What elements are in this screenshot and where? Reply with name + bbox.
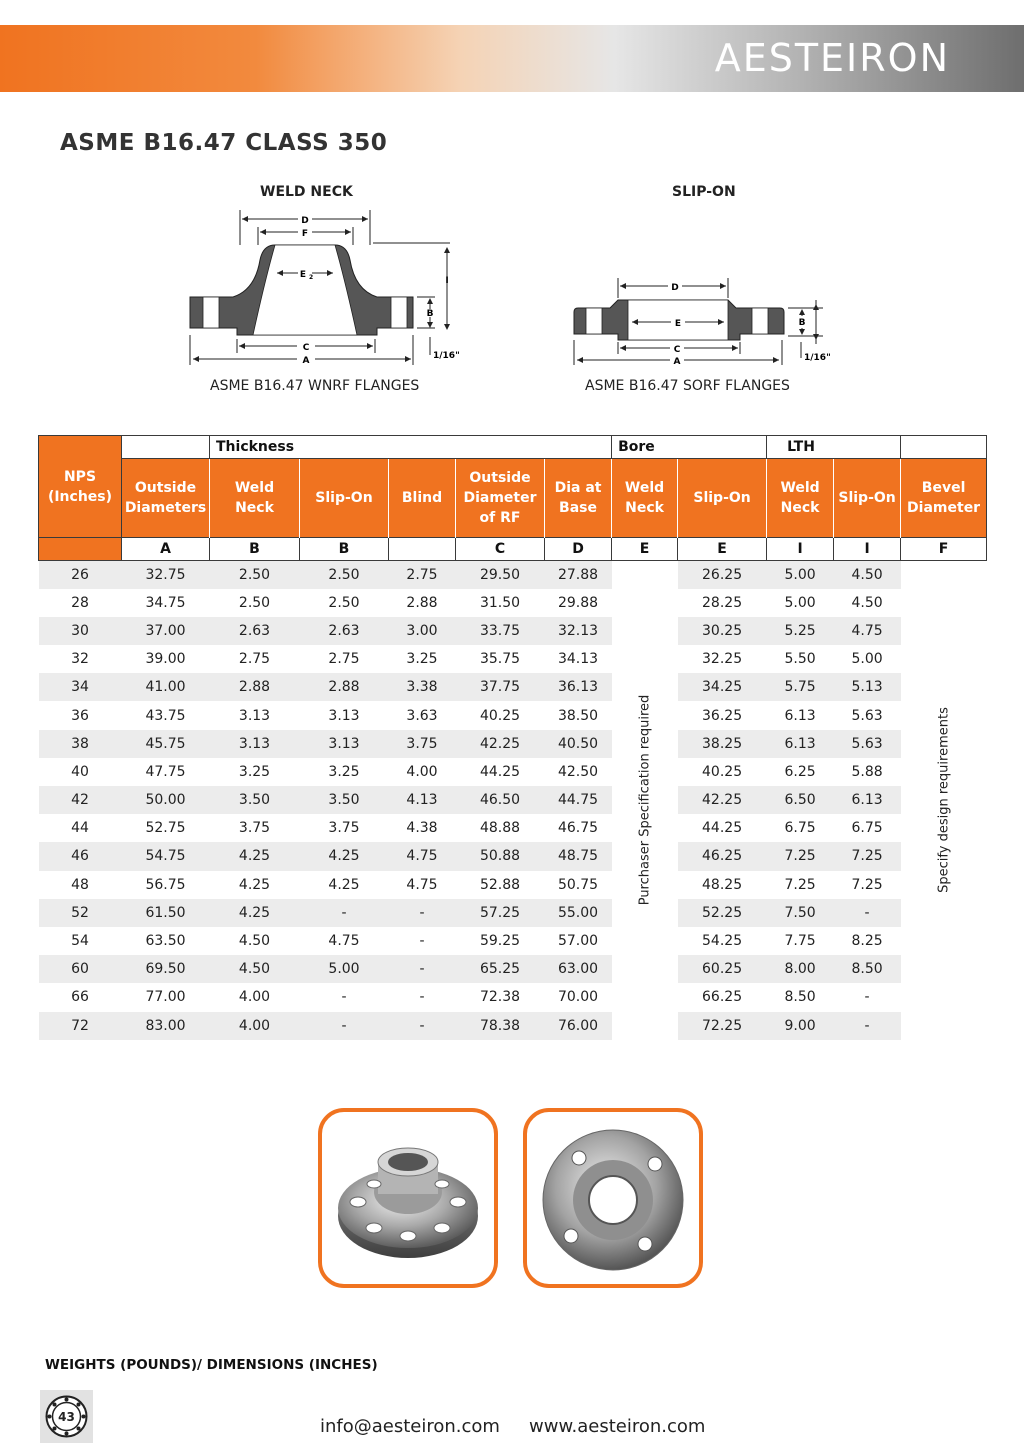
- cell-i-wn: 7.75: [784, 933, 816, 950]
- cell-i-wn: 5.25: [767, 617, 834, 645]
- col-letter: E: [612, 538, 678, 561]
- cell-c: 59.25: [479, 933, 521, 950]
- cell-b-wn: 4.25: [238, 876, 271, 893]
- table-row: [39, 617, 987, 645]
- cell-b-so: 2.50: [300, 561, 389, 589]
- weld-neck-label-i: I: [445, 276, 449, 286]
- cell-e-so: 42.25: [678, 786, 767, 814]
- col-header: Weld Neck: [612, 459, 678, 538]
- cell-i-so: 6.13: [834, 786, 901, 814]
- cell-d: 32.13: [545, 617, 612, 645]
- cell-b-so: 5.00: [300, 955, 389, 983]
- slip-on-label-a: A: [673, 357, 681, 367]
- cell-nps: 52: [39, 899, 122, 927]
- cell-i-wn: 6.13: [767, 730, 834, 758]
- cell-i-wn: 7.25: [767, 842, 834, 870]
- cell-blind: 2.75: [389, 561, 456, 589]
- col-letter: B: [300, 538, 389, 561]
- cell-e-so: 30.25: [678, 617, 767, 645]
- cell-blind: 3.75: [389, 730, 456, 758]
- cell-nps: 42: [39, 786, 122, 814]
- weld-neck-diagram: [185, 205, 465, 370]
- cell-d: 29.88: [557, 594, 599, 611]
- cell-c: 33.75: [456, 617, 545, 645]
- cell-e-so: 34.25: [678, 673, 767, 701]
- cell-i-so: -: [834, 899, 901, 927]
- nps-letter-cell: [39, 538, 122, 561]
- cell-a: 54.75: [122, 842, 210, 870]
- table-row: [39, 955, 987, 983]
- cell-c: 78.38: [456, 1012, 545, 1040]
- cell-blind: 3.25: [406, 651, 438, 668]
- cell-i-wn: 7.25: [784, 876, 816, 893]
- cell-i-wn: 5.75: [767, 673, 834, 701]
- cell-b-wn: 2.75: [238, 651, 271, 668]
- col-letter: E: [678, 538, 767, 561]
- table-row: [39, 899, 987, 927]
- cell-c: 42.25: [456, 730, 545, 758]
- cell-nps: 46: [39, 842, 122, 870]
- cell-e-so: 54.25: [702, 933, 743, 950]
- bore-group-header: Bore: [612, 436, 767, 459]
- cell-b-wn: 4.25: [210, 899, 300, 927]
- slip-on-diagram: [568, 270, 848, 370]
- cell-i-wn: 6.50: [767, 786, 834, 814]
- cell-nps: 26: [39, 561, 122, 589]
- cell-blind: 4.75: [406, 876, 438, 893]
- weld-neck-label-c: C: [302, 343, 310, 353]
- cell-nps: 28: [71, 594, 89, 611]
- col-header: Slip-On: [300, 459, 389, 538]
- col-header: Weld Neck: [767, 459, 834, 538]
- weld-neck-label-b: B: [426, 309, 434, 319]
- table-row: [39, 589, 987, 617]
- table-row: [39, 758, 987, 786]
- cell-b-wn: 3.50: [210, 786, 300, 814]
- table-row: [39, 983, 987, 1011]
- nps-header: NPS (Inches): [39, 436, 122, 538]
- slip-on-label-raised-face: 1/16": [804, 353, 831, 363]
- cell-d: 42.50: [557, 763, 599, 780]
- cell-c: 31.50: [479, 594, 521, 611]
- cell-b-so: 2.88: [300, 673, 389, 701]
- cell-d: 27.88: [545, 561, 612, 589]
- cell-i-wn: 6.25: [784, 763, 816, 780]
- weld-neck-label-e2-sub: 2: [309, 274, 314, 281]
- cell-i-so: 5.13: [834, 673, 901, 701]
- cell-d: 40.50: [545, 730, 612, 758]
- cell-c: 35.75: [479, 651, 521, 668]
- slip-on-label-b: B: [798, 318, 806, 328]
- page-number-badge: [40, 1390, 93, 1443]
- cell-i-so: 8.25: [851, 933, 883, 950]
- cell-c: 65.25: [456, 955, 545, 983]
- cell-a: 50.00: [122, 786, 210, 814]
- cell-i-so: -: [834, 1012, 901, 1040]
- cell-c: 48.88: [479, 820, 521, 837]
- table-row: [39, 842, 987, 870]
- cell-a: 52.75: [145, 820, 186, 837]
- cell-b-so: 4.25: [300, 842, 389, 870]
- cell-b-wn: 3.25: [238, 763, 271, 780]
- cell-i-so: 5.63: [851, 707, 883, 724]
- slip-on-flange-photo: [523, 1108, 703, 1288]
- dimensions-table: [38, 435, 987, 1040]
- cell-i-so: 6.75: [851, 820, 883, 837]
- cell-b-so: 4.75: [328, 933, 360, 950]
- cell-a: 69.50: [122, 955, 210, 983]
- cell-c: 44.25: [479, 763, 521, 780]
- cell-i-wn: 5.50: [784, 651, 816, 668]
- bevel-note-cell: [901, 561, 987, 1040]
- cell-b-wn: 4.00: [238, 989, 271, 1006]
- cell-i-wn: 8.50: [784, 989, 816, 1006]
- cell-c: 46.50: [456, 786, 545, 814]
- slip-on-caption: ASME B16.47 SORF FLANGES: [585, 378, 790, 394]
- cell-b-so: 4.25: [328, 876, 360, 893]
- cell-nps: 30: [39, 617, 122, 645]
- cell-blind: 4.00: [406, 763, 438, 780]
- cell-d: 57.00: [557, 933, 599, 950]
- table-row: [39, 1012, 987, 1040]
- weld-neck-label-raised-face: 1/16": [433, 351, 460, 361]
- page-number: 43: [58, 1410, 75, 1424]
- cell-b-so: 3.25: [328, 763, 360, 780]
- cell-c: 72.38: [479, 989, 521, 1006]
- slip-on-label-c: C: [673, 345, 681, 355]
- slip-on-label-e: E: [674, 319, 682, 329]
- cell-b-so: 2.75: [328, 651, 360, 668]
- cell-e-so: 44.25: [702, 820, 743, 837]
- slip-on-label-d: D: [671, 283, 679, 293]
- cell-blind: -: [419, 933, 425, 950]
- cell-b-wn: 2.50: [238, 594, 271, 611]
- cell-i-wn: 9.00: [767, 1012, 834, 1040]
- cell-b-so: 3.13: [300, 730, 389, 758]
- cell-c: 29.50: [456, 561, 545, 589]
- cell-blind: 4.13: [389, 786, 456, 814]
- cell-i-so: 5.88: [851, 763, 883, 780]
- col-letter: I: [767, 538, 834, 561]
- col-header: Blind: [389, 459, 456, 538]
- cell-e-so: 48.25: [702, 876, 743, 893]
- cell-nps: 36: [71, 707, 89, 724]
- cell-d: 44.75: [545, 786, 612, 814]
- weld-neck-title: WELD NECK: [260, 184, 353, 200]
- cell-e-so: 52.25: [678, 899, 767, 927]
- cell-e-so: 60.25: [678, 955, 767, 983]
- cell-i-wn: 6.13: [784, 707, 816, 724]
- weld-neck-label-f: F: [301, 229, 309, 239]
- cell-b-wn: 2.50: [210, 561, 300, 589]
- bore-weld-neck-note: Purchaser Specification required: [637, 695, 653, 906]
- cell-b-so: 3.13: [328, 707, 360, 724]
- cell-b-wn: 2.88: [210, 673, 300, 701]
- cell-b-so: -: [300, 1012, 389, 1040]
- cell-blind: -: [389, 955, 456, 983]
- cell-i-so: 4.50: [834, 561, 901, 589]
- cell-blind: 3.00: [389, 617, 456, 645]
- brand-logo: AESTEIRON: [714, 36, 950, 80]
- cell-d: 76.00: [545, 1012, 612, 1040]
- bevel-note: Specify design requirements: [936, 707, 952, 894]
- cell-d: 34.13: [557, 651, 599, 668]
- cell-nps: 32: [71, 651, 89, 668]
- cell-nps: 66: [71, 989, 89, 1006]
- cell-d: 46.75: [557, 820, 599, 837]
- cell-nps: 34: [39, 673, 122, 701]
- thickness-group-header: Thickness: [210, 436, 612, 459]
- cell-i-so: 5.63: [834, 730, 901, 758]
- cell-a: 77.00: [145, 989, 186, 1006]
- col-letter: C: [456, 538, 545, 561]
- cell-b-wn: 3.13: [238, 707, 271, 724]
- cell-c: 50.88: [456, 842, 545, 870]
- cell-i-wn: 5.00: [767, 561, 834, 589]
- col-letter: B: [210, 538, 300, 561]
- slip-on-title: SLIP-ON: [672, 184, 736, 200]
- lth-group-header: LTH: [767, 436, 901, 459]
- col-header: Outside Diameters: [122, 459, 210, 538]
- cell-d: 55.00: [545, 899, 612, 927]
- weld-neck-label-e2: E: [299, 270, 307, 280]
- cell-c: 37.75: [456, 673, 545, 701]
- table-row: [39, 645, 987, 673]
- footer-email[interactable]: info@aesteiron.com: [320, 1416, 500, 1437]
- cell-blind: 3.38: [389, 673, 456, 701]
- cell-e-so: 66.25: [702, 989, 743, 1006]
- cell-i-so: 7.25: [851, 876, 883, 893]
- cell-d: 38.50: [557, 707, 599, 724]
- cell-a: 39.00: [145, 651, 186, 668]
- cell-c: 57.25: [456, 899, 545, 927]
- cell-i-so: -: [864, 989, 870, 1006]
- cell-b-so: -: [341, 989, 347, 1006]
- table-row: [39, 786, 987, 814]
- cell-i-wn: 5.00: [784, 594, 816, 611]
- cell-nps: 38: [39, 730, 122, 758]
- cell-b-wn: 4.00: [210, 1012, 300, 1040]
- cell-a: 32.75: [122, 561, 210, 589]
- table-row: [39, 673, 987, 701]
- col-header: Slip-On: [678, 459, 767, 538]
- cell-e-so: 36.25: [702, 707, 743, 724]
- cell-i-wn: 7.50: [767, 899, 834, 927]
- bore-weld-neck-note-cell: [612, 561, 678, 1040]
- cell-nps: 54: [71, 933, 89, 950]
- col-letter: D: [545, 538, 612, 561]
- cell-i-so: 7.25: [834, 842, 901, 870]
- table-row: [39, 701, 987, 729]
- weld-neck-label-d: D: [301, 216, 309, 226]
- col-header: Slip-On: [834, 459, 901, 538]
- cell-c: 40.25: [479, 707, 521, 724]
- blank-header: [901, 436, 987, 459]
- cell-b-so: 3.50: [300, 786, 389, 814]
- cell-nps: 40: [71, 763, 89, 780]
- cell-e-so: 72.25: [678, 1012, 767, 1040]
- cell-nps: 72: [39, 1012, 122, 1040]
- cell-c: 52.88: [479, 876, 521, 893]
- table-row: [39, 814, 987, 842]
- cell-a: 63.50: [145, 933, 186, 950]
- cell-b-wn: 4.50: [210, 955, 300, 983]
- cell-b-wn: 4.50: [238, 933, 271, 950]
- cell-i-so: 8.50: [834, 955, 901, 983]
- cell-blind: -: [389, 899, 456, 927]
- cell-b-so: 2.50: [328, 594, 360, 611]
- cell-i-wn: 6.75: [784, 820, 816, 837]
- cell-a: 41.00: [122, 673, 210, 701]
- cell-a: 83.00: [122, 1012, 210, 1040]
- cell-blind: -: [419, 989, 425, 1006]
- cell-b-so: 2.63: [300, 617, 389, 645]
- units-note: WEIGHTS (POUNDS)/ DIMENSIONS (INCHES): [45, 1357, 378, 1373]
- cell-a: 61.50: [122, 899, 210, 927]
- cell-d: 48.75: [545, 842, 612, 870]
- cell-e-so: 40.25: [702, 763, 743, 780]
- cell-d: 36.13: [545, 673, 612, 701]
- table-row: [39, 561, 987, 589]
- weld-neck-flange-photo: [318, 1108, 498, 1288]
- cell-blind: 4.75: [389, 842, 456, 870]
- col-header: Bevel Diameter: [901, 459, 987, 538]
- cell-a: 37.00: [122, 617, 210, 645]
- weld-neck-label-a: A: [302, 356, 310, 366]
- col-letter: [389, 538, 456, 561]
- cell-b-wn: 3.75: [238, 820, 271, 837]
- cell-e-so: 38.25: [678, 730, 767, 758]
- cell-nps: 60: [39, 955, 122, 983]
- cell-a: 56.75: [145, 876, 186, 893]
- cell-b-wn: 3.13: [210, 730, 300, 758]
- footer-website[interactable]: www.aesteiron.com: [529, 1416, 706, 1437]
- cell-d: 70.00: [557, 989, 599, 1006]
- col-letter: F: [901, 538, 987, 561]
- cell-a: 34.75: [145, 594, 186, 611]
- cell-b-so: -: [300, 899, 389, 927]
- cell-i-so: 4.75: [834, 617, 901, 645]
- cell-d: 63.00: [545, 955, 612, 983]
- col-letter: A: [122, 538, 210, 561]
- weld-neck-caption: ASME B16.47 WNRF FLANGES: [210, 378, 420, 394]
- cell-a: 47.75: [145, 763, 186, 780]
- cell-d: 50.75: [557, 876, 599, 893]
- cell-e-so: 32.25: [702, 651, 743, 668]
- cell-i-so: 4.50: [851, 594, 883, 611]
- table-row: [39, 730, 987, 758]
- cell-b-wn: 4.25: [210, 842, 300, 870]
- cell-blind: -: [389, 1012, 456, 1040]
- cell-i-so: 5.00: [851, 651, 883, 668]
- table-row: [39, 927, 987, 955]
- cell-b-wn: 2.63: [210, 617, 300, 645]
- col-header: Dia at Base: [545, 459, 612, 538]
- cell-blind: 2.88: [406, 594, 438, 611]
- col-header: Outside Diameter of RF: [456, 459, 545, 538]
- cell-b-so: 3.75: [328, 820, 360, 837]
- page-title: ASME B16.47 CLASS 350: [60, 130, 388, 156]
- cell-a: 45.75: [122, 730, 210, 758]
- cell-e-so: 26.25: [678, 561, 767, 589]
- cell-a: 43.75: [145, 707, 186, 724]
- cell-nps: 44: [71, 820, 89, 837]
- blank-header: [122, 436, 210, 459]
- cell-nps: 48: [71, 876, 89, 893]
- cell-i-wn: 8.00: [767, 955, 834, 983]
- table-row: [39, 871, 987, 899]
- col-header: Weld Neck: [210, 459, 300, 538]
- cell-e-so: 46.25: [678, 842, 767, 870]
- cell-blind: 3.63: [406, 707, 438, 724]
- cell-blind: 4.38: [406, 820, 438, 837]
- col-letter: I: [834, 538, 901, 561]
- cell-e-so: 28.25: [702, 594, 743, 611]
